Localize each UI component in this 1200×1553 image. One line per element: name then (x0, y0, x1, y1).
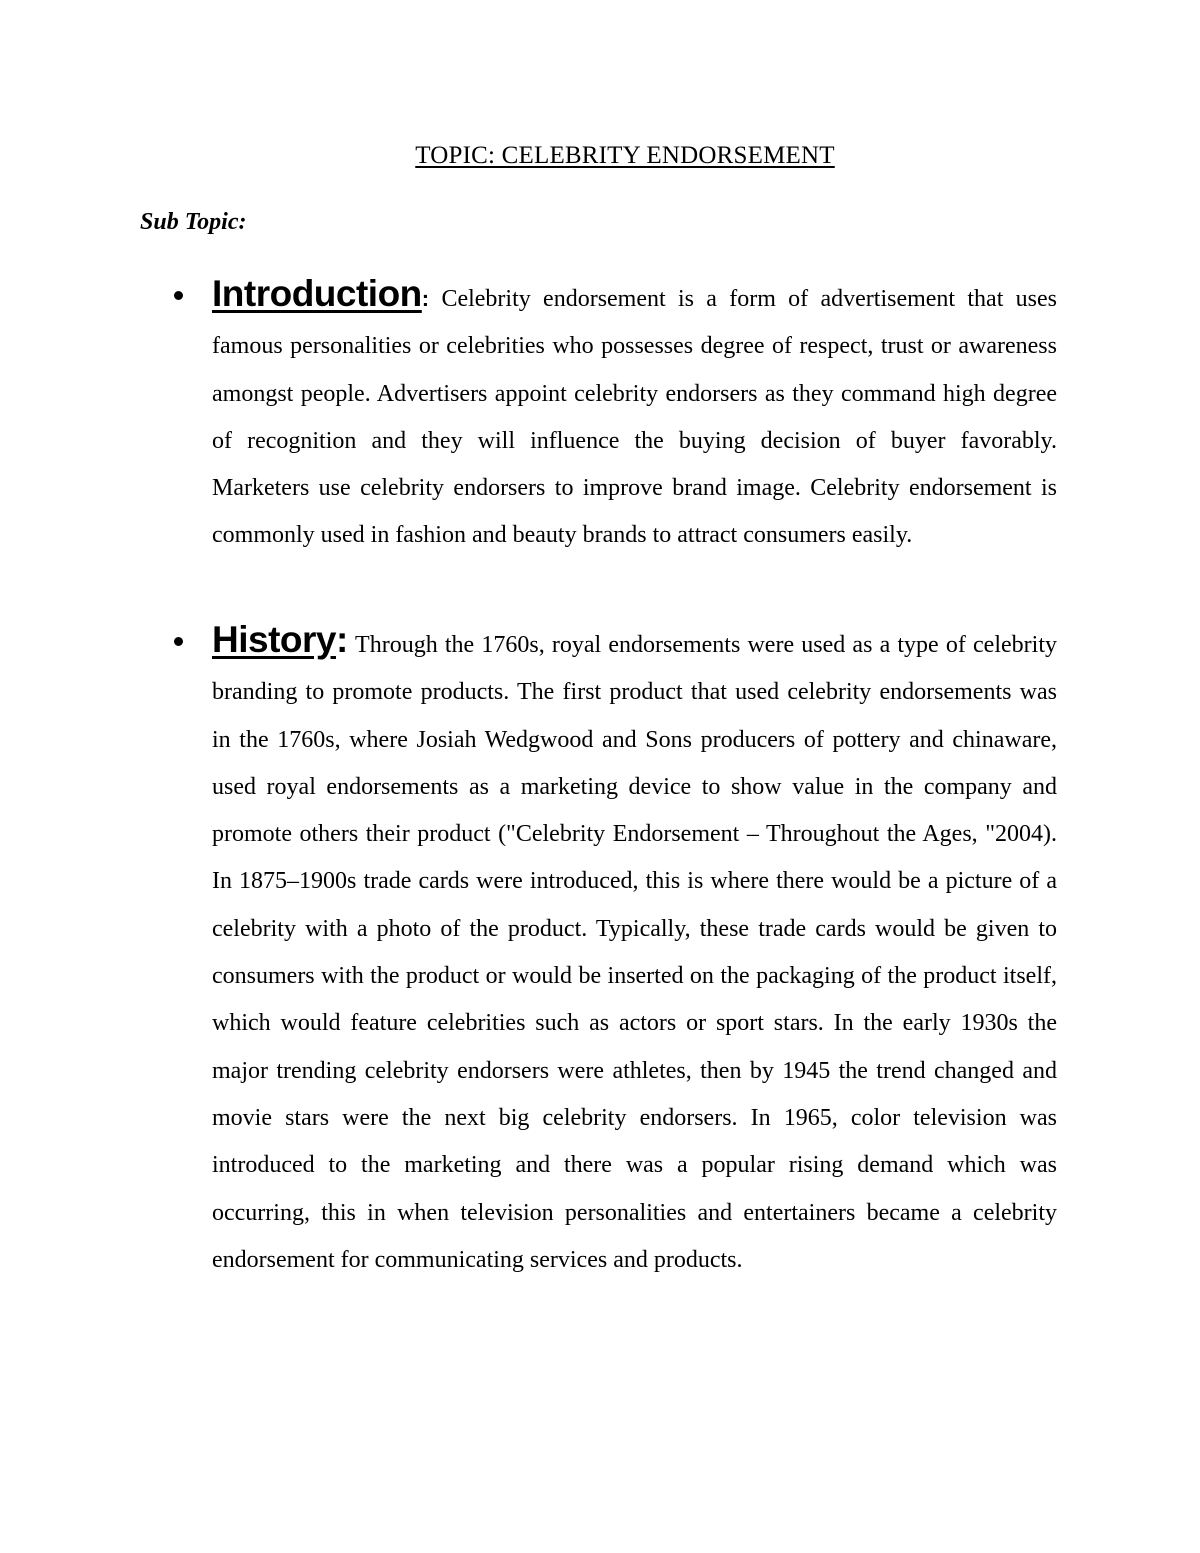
bullet-icon (174, 637, 183, 646)
section-body-introduction: Celebrity endorsement is a form of advertisement that uses famous personalities or celebrities who possesses degree of respect, trust or awareness amongst people. Advertisers appoint celebrity endorsers as they command high degree of recognition and they will influence the buying decision of buyer favorably. Marketers use celebrity endorsers to improve brand image. Celebrity endorsement is commonly used in fashion and beauty brands to attract consumers easily. (212, 286, 1058, 549)
section-body-history: Through the 1760s, royal endorsements were used as a type of celebrity branding to promote products. The first product that used celebrity endorsements was in the 1760s, where Josiah Wedgwood and Sons producers of pottery and chinaware, used royal endorsements as a marketing device to show value in the company and promote others their product ("Celebrity Endorsement – Throughout the Ages, "2004). In 1875–1900s trade cards were introduced, this is where there would be a picture of a celebrity with a photo of the product. Typically, these trade cards would be given to consumers with the product or would be inserted on the packaging of the product itself, which would feature celebrities such as actors or sport stars. In the early 1930s the major trending celebrity endorsers were athletes, then by 1945 the trend changed and movie stars were the next big celebrity endorsers. In 1965, color television was introduced to the marketing and there was a popular rising demand which was occurring, this in when television personalities and entertainers became a celebrity endorsement for communicating services and products. (212, 632, 1057, 1273)
bullet-icon (174, 291, 183, 300)
section-introduction (212, 270, 1057, 560)
section-history (212, 616, 1057, 1284)
document-title: TOPIC: CELEBRITY ENDORSEMENT (415, 142, 835, 169)
section-heading-colon: : (421, 286, 430, 311)
section-heading-history: History (212, 619, 336, 660)
subtopic-label: Sub Topic: (140, 209, 247, 235)
section-heading-colon: : (335, 619, 349, 660)
section-heading-introduction: Introduction (212, 273, 422, 314)
